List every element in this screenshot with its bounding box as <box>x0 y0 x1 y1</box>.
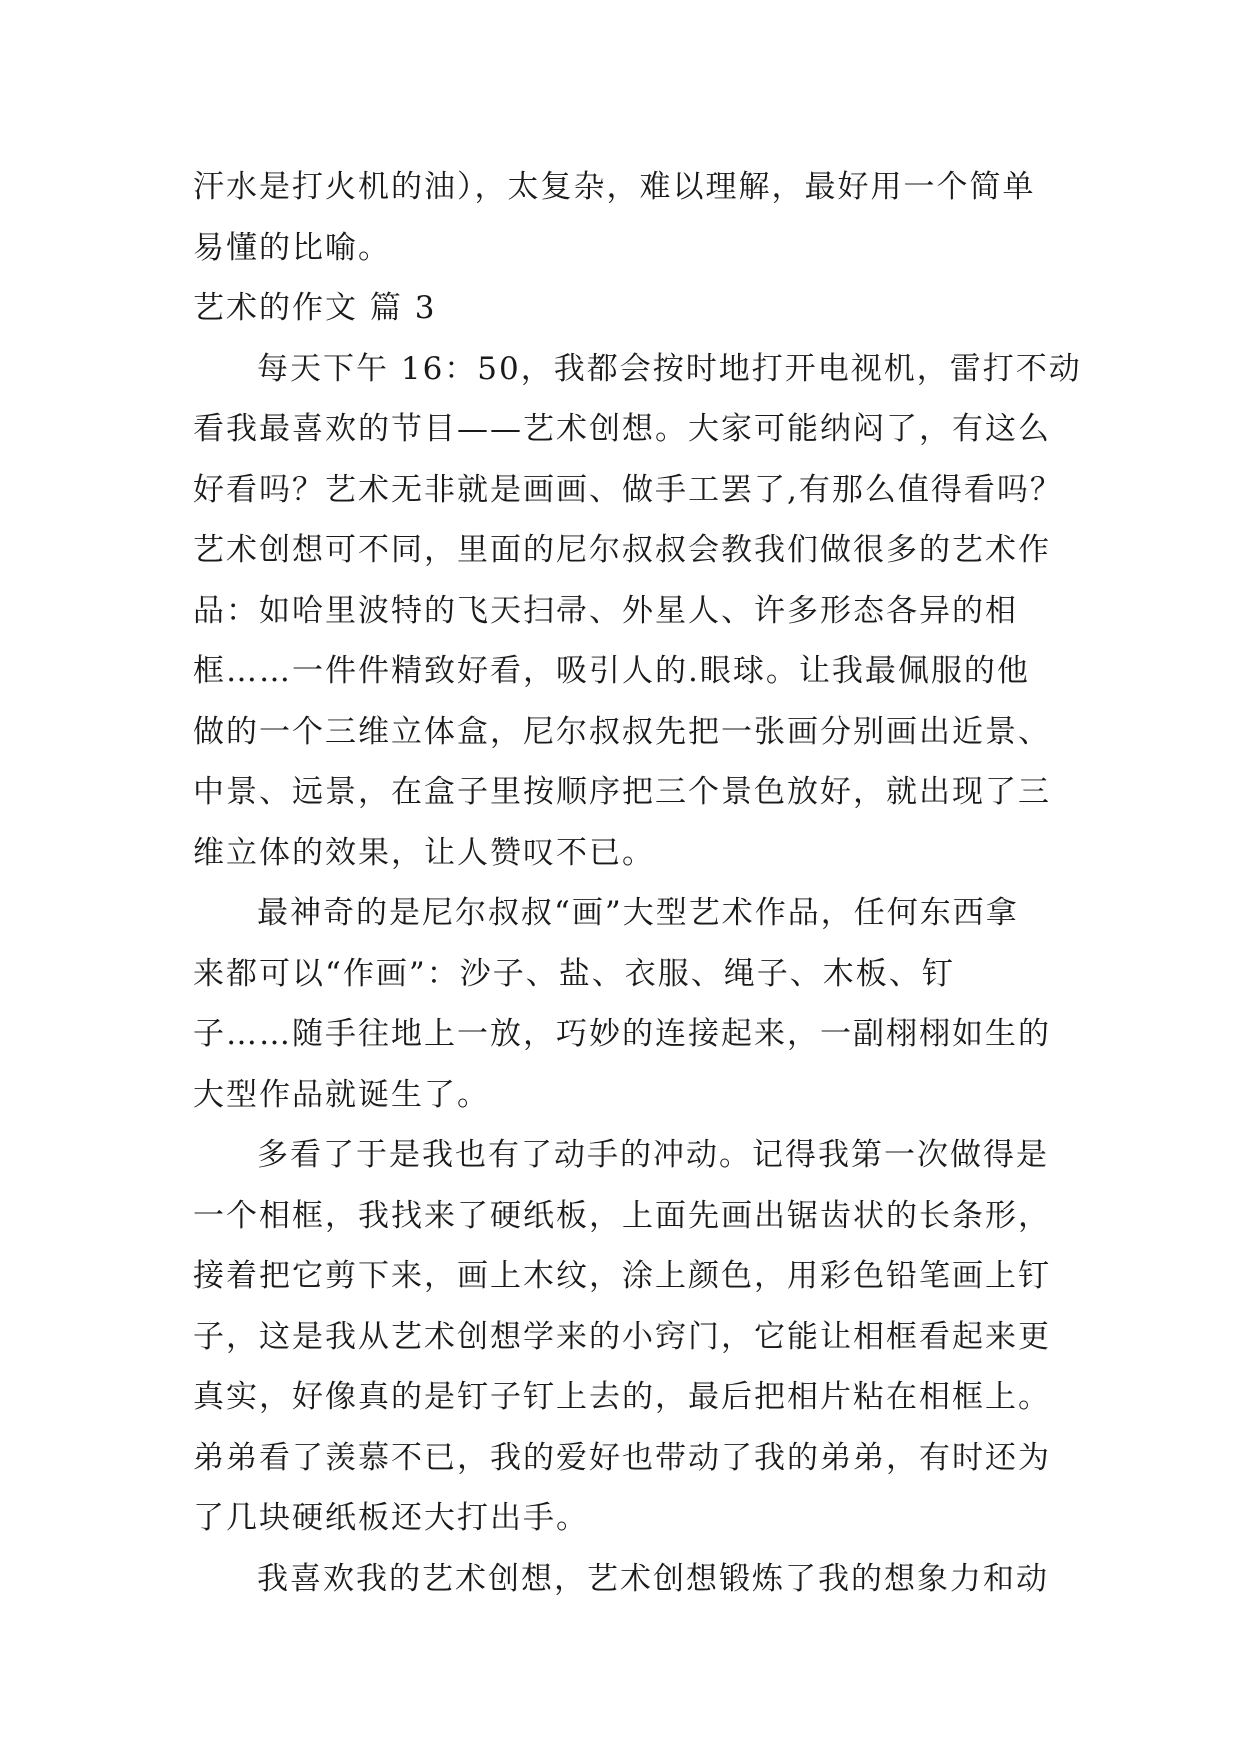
text-line: 来都可以“作画”：沙子、盐、衣服、绳子、木板、钉 <box>193 955 955 992</box>
text-line: 中景、远景，在盒子里按顺序把三个景色放好，就出现了三 <box>193 774 1051 810</box>
text-line: 好看吗？艺术无非就是画画、做手工罢了,有那么值得看吗？ <box>193 471 1063 508</box>
text-line: 子……随手往地上一放，巧妙的连接起来，一副栩栩如生的 <box>193 1016 1051 1052</box>
text-line: 易懂的比喻。 <box>193 229 391 266</box>
paragraph-start-line: 我喜欢我的艺术创想，艺术创想锻炼了我的想象力和动 <box>257 1560 1049 1597</box>
text-line: 真实，好像真的是钉子钉上去的，最后把相片粘在相框上。 <box>193 1379 1051 1415</box>
paragraph-start-line: 最神奇的是尼尔叔叔“画”大型艺术作品，任何东西拿 <box>257 895 1019 931</box>
text-line: 品：如哈里波特的飞天扫帚、外星人、许多形态各异的相 <box>193 592 1018 629</box>
text-line: 汗水是打火机的油），太复杂，难以理解，最好用一个简单 <box>193 169 1036 205</box>
paragraph-start-line: 多看了于是我也有了动手的冲动。记得我第一次做得是 <box>257 1137 1049 1173</box>
text-line: 大型作品就诞生了。 <box>193 1076 490 1113</box>
text-line: 做的一个三维立体盒，尼尔叔叔先把一张画分别画出近景、 <box>193 713 1051 750</box>
text-line: 维立体的效果，让人赞叹不已。 <box>193 834 655 871</box>
text-line: 艺术创想可不同，里面的尼尔叔叔会教我们做很多的艺术作 <box>193 532 1051 568</box>
text-line: 子，这是我从艺术创想学来的小窍门，它能让相框看起来更 <box>193 1318 1051 1355</box>
document-body <box>193 157 1082 1609</box>
paragraph-start-line: 每天下午 16：50，我都会按时地打开电视机，雷打不动 <box>257 350 1082 387</box>
section-heading: 艺术的作文 篇 3 <box>193 290 437 326</box>
text-line: 框……一件件精致好看，吸引人的.眼球。让我最佩服的他 <box>193 653 1030 689</box>
text-line: 一个相框，我找来了硬纸板，上面先画出锯齿状的长条形， <box>193 1197 1051 1234</box>
text-line: 接着把它剪下来，画上木纹，涂上颜色，用彩色铅笔画上钉 <box>193 1258 1051 1294</box>
text-line: 了几块硬纸板还大打出手。 <box>193 1500 589 1536</box>
text-line: 弟弟看了羡慕不已，我的爱好也带动了我的弟弟，有时还为 <box>193 1439 1051 1476</box>
text-line: 看我最喜欢的节目——艺术创想。大家可能纳闷了，有这么 <box>193 411 1051 447</box>
